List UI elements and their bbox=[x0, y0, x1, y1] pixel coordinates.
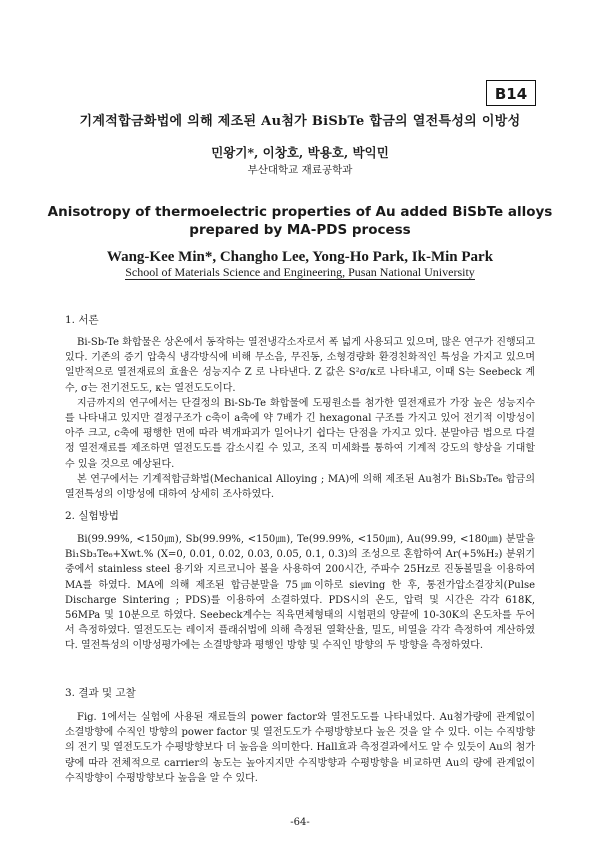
paragraph: Bi(99.99%, <150㎛), Sb(99.99%, <150㎛), Te(99.99%, <150㎛), Au(99.99, <180㎛) 분말을 Bi₁Sb₃Te₆+Xwt.% (X=0, 0.01, 0.02, 0.03, 0.05, 0.1, 0.3)의 조성으로 혼합하여 Ar(+5%H₂) 분위기 중에서 stainless steel 용기와 지르코니아 볼을 사용하여 200시간, 주파수 25Hz로 진동볼밀을 이용하여 MA를 하였다. MA에 의해 제조된 합금분말을 75㎛이하로 sieving 한 후, 통전가압소결장치(Pulse Discharge Sintering ; PDS)를 이용하여 소결하였다. PDS시의 온도, 압력 및 시간은 각각 618K, 56MPa 및 10분으로 하였다. Seebeck계수는 직육면체형태의 시험편의 양끝에 10-30K의 온도차를 두어서 측정하였다. 열전도도는 레이저 플래쉬법에 의해 측정된 열확산율, 밀도, 비열을 각각 측정하여 계산하였다. 열전특성의 이방성평가에는 소결방향과 평행인 방향 및 수직인 방향의 두 방향을 측정하였다. bbox=[65, 534, 535, 652]
section-body-method bbox=[65, 532, 535, 654]
paragraph: Bi-Sb-Te 화합물은 상온에서 동작하는 열전냉각소자로서 폭 넓게 사용되고 있으며, 많은 연구가 진행되고 있다. 기존의 증기 압축식 냉각방식에 비해 무소음, 무진동, 소형경량화 환경친화적인 특성을 가지고 있으며 일반적으로 열전재료의 효율은 성능지수 Z 로 나타낸다. Z 값은 S²σ/κ로 나타내고, 이때 S는 Seebeck 계수, σ는 전기전도도, κ는 열전도도이다. bbox=[65, 337, 535, 394]
section-heading-method: 2. 실험방법 bbox=[65, 510, 119, 522]
english-authors: Wang-Kee Min*, Changho Lee, Yong-Ho Park, Ik-Min Park bbox=[106, 249, 494, 265]
english-title bbox=[0, 203, 600, 239]
korean-affiliation: 부산대학교 재료공학과 bbox=[247, 164, 353, 176]
section-body-results bbox=[65, 710, 535, 786]
paragraph: 지금까지의 연구에서는 단결정의 Bi-Sb-Te 화합물에 도핑원소를 첨가한 열전재료가 가장 높은 성능지수를 나타내고 있지만 결정구조가 c축이 a축에 약 7배가 긴 hexagonal 구조를 가지고 있어 전기적 이방성이 아주 크고, c축에 평행한 면에 따라 벽개파괴가 일어나기 쉽다는 단점을 가지고 있다. 분말야금 법으로 다결정 열전재료를 제조하면 열전도도를 감소시킬 수 있고, 조직 미세화를 통하여 기계적 강도의 향상을 기대할 수 있을 것으로 예상된다. bbox=[65, 397, 535, 470]
english-title-line2: prepared by MA-PDS process bbox=[189, 222, 411, 238]
english-title-line1: Anisotropy of thermoelectric properties of Au added BiSbTe alloys bbox=[47, 204, 553, 220]
english-affiliation bbox=[0, 265, 600, 280]
section-body-intro bbox=[65, 335, 535, 502]
paper-code-box: B14 bbox=[486, 80, 536, 106]
section-heading-intro: 1. 서론 bbox=[65, 314, 99, 326]
korean-title: 기계적합금화법에 의해 제조된 Au첨가 BiSbTe 합금의 열전특성의 이방성 bbox=[79, 114, 521, 129]
paragraph: Fig. 1에서는 실험에 사용된 재료들의 power factor와 열전도도를 나타내었다. Au첨가량에 관계없이 소결방향에 수직인 방향의 power factor 및 열전도도가 수평방향보다 높은 것을 알 수 있다. 이는 수직방향의 전기 및 열전도도가 수평방향보다 더 높음을 의미한다. Hall효과 측정결과에서도 알 수 있듯이 Au의 첨가량에 따라 전체적으로 carrier의 농도는 높아지지만 수직방향과 수평방향을 비교하면 Au의 량에 관계없이 수직방향이 수평방향보다 높음을 알 수 있다. bbox=[65, 712, 535, 784]
paragraph: 본 연구에서는 기계적합금화법(Mechanical Alloying ; MA)에 의해 제조된 Au첨가 Bi₁Sb₃Te₆ 합금의 열전특성의 이방성에 대하여 상세히 조사하였다. bbox=[65, 473, 535, 501]
page-number: -64- bbox=[290, 817, 310, 828]
section-heading-results: 3. 결과 및 고찰 bbox=[65, 687, 136, 699]
korean-authors: 민왕기*, 이창호, 박용호, 박익민 bbox=[211, 145, 389, 160]
english-affiliation-text: School of Materials Science and Engineering, Pusan National University bbox=[125, 265, 475, 279]
